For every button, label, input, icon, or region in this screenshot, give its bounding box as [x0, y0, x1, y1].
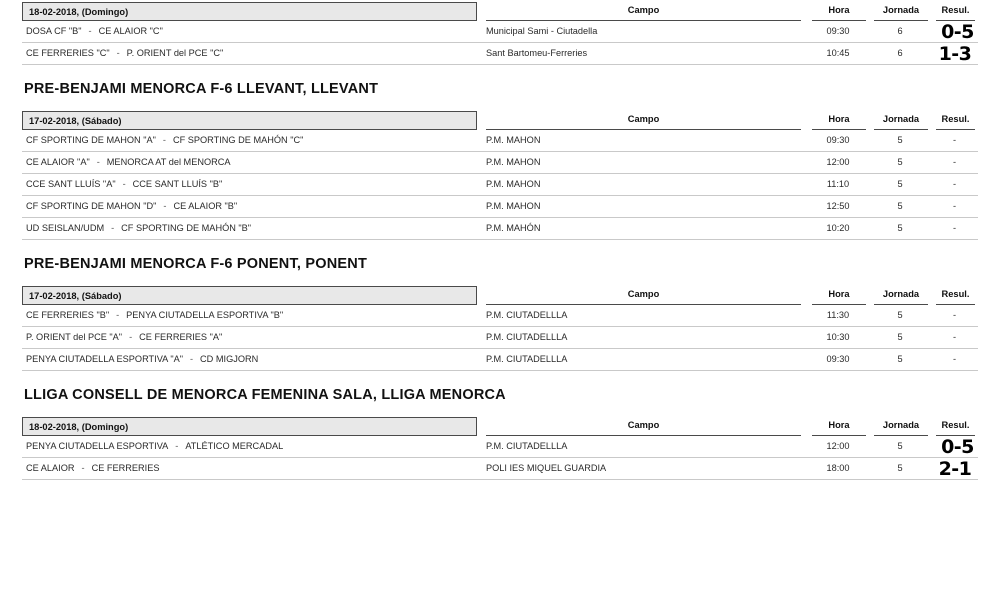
versus-separator: - [96, 156, 100, 167]
fixtures-table [22, 0, 978, 65]
versus-separator: - [189, 353, 194, 364]
away-team: CE FERRERIES "A" [139, 331, 223, 342]
home-team: CF SPORTING DE MAHON "D" [26, 200, 157, 211]
match-teams [22, 21, 477, 42]
table-row [22, 217, 978, 239]
column-header-field: Campo [486, 417, 801, 436]
home-team: CE ALAIOR [26, 462, 75, 473]
match-round: 5 [897, 440, 903, 451]
column-header-round: Jornada [874, 417, 928, 436]
column-header-field: Campo [486, 111, 801, 130]
away-team: CE ALAIOR "C" [98, 26, 163, 36]
match-round: 5 [897, 309, 903, 320]
column-header-result: Resul. [936, 286, 975, 305]
home-team: CE FERRERIES "B" [26, 309, 110, 320]
match-round: 5 [897, 200, 903, 211]
match-field: P.M. CIUTADELLLA [486, 309, 568, 320]
home-team: CF SPORTING DE MAHON "A" [26, 134, 156, 145]
table-header-row [22, 284, 978, 305]
competition-section [0, 240, 1000, 371]
match-result-empty: - [952, 222, 957, 233]
table-row [22, 305, 978, 327]
match-field: P.M. MAHON [486, 178, 541, 189]
away-team: PENYA CIUTADELLA ESPORTIVA "B" [126, 309, 284, 320]
column-header-round: Jornada [874, 2, 928, 21]
away-team: CF SPORTING DE MAHÓN "C" [172, 134, 304, 145]
match-round: 5 [897, 156, 903, 167]
match-date-header: 17-02-2018, (Sábado) [22, 111, 477, 130]
column-header-time: Hora [812, 111, 866, 130]
match-field: P.M. CIUTADELLLA [486, 440, 568, 451]
column-header-field: Campo [486, 2, 801, 21]
column-header-round: Jornada [874, 111, 928, 130]
competition-title: PRE-BENJAMI MENORCA F-6 LLEVANT, LLEVANT [24, 81, 379, 97]
home-team: P. ORIENT del PCE "A" [26, 331, 123, 342]
match-teams [22, 436, 477, 457]
match-round: 5 [897, 222, 903, 233]
match-round: 5 [897, 178, 903, 189]
match-teams [22, 43, 477, 64]
match-result-empty: - [952, 200, 957, 211]
match-teams [22, 196, 477, 217]
match-round: 5 [897, 331, 903, 342]
match-time: 11:10 [826, 178, 850, 189]
match-time: 10:30 [826, 331, 850, 342]
column-header-result: Resul. [936, 2, 975, 21]
match-field: P.M. MAHON [486, 156, 541, 167]
away-team: CD MIGJORN [200, 353, 259, 364]
away-team: MENORCA AT del MENORCA [106, 156, 231, 167]
match-field: Sant Bartomeu-Ferreries [486, 48, 588, 58]
versus-separator: - [116, 48, 120, 58]
column-header-time: Hora [812, 2, 866, 21]
match-field: P.M. MAHON [486, 200, 541, 211]
home-team: CCE SANT LLUÍS "A" [26, 178, 116, 189]
match-teams [22, 458, 477, 479]
match-result-empty: - [952, 309, 957, 320]
competition-section [0, 371, 1000, 480]
away-team: CF SPORTING DE MAHÓN "B" [121, 222, 252, 233]
match-result-empty: - [952, 134, 957, 145]
match-teams [22, 349, 477, 370]
match-round: 5 [897, 462, 903, 473]
table-row [22, 436, 978, 458]
column-header-time: Hora [812, 286, 866, 305]
match-teams [22, 130, 477, 151]
versus-separator: - [81, 462, 85, 473]
competition-section [0, 0, 1000, 65]
match-teams [22, 152, 477, 173]
table-row [22, 130, 978, 152]
column-header-field: Campo [486, 286, 801, 305]
match-time: 09:30 [826, 134, 850, 145]
column-header-time: Hora [812, 417, 866, 436]
table-header-row [22, 415, 978, 436]
versus-separator: - [163, 200, 167, 211]
versus-separator: - [129, 331, 133, 342]
competition-title: LLIGA CONSELL DE MENORCA FEMENINA SALA, LLIGA MENORCA [24, 386, 506, 403]
match-time: 11:30 [826, 309, 850, 320]
away-team: ATLÉTICO MERCADAL [185, 440, 284, 451]
match-time: 12:50 [826, 200, 850, 211]
competition-title: PRE-BENJAMI MENORCA F-6 PONENT, PONENT [24, 255, 368, 272]
match-result-score: 2-1 [938, 458, 972, 480]
away-team: CE ALAIOR "B" [173, 200, 238, 211]
match-time: 12:00 [826, 156, 850, 167]
away-team: P. ORIENT del PCE "C" [126, 48, 224, 58]
home-team: PENYA CIUTADELLA ESPORTIVA [26, 440, 169, 451]
match-result-score: 0-5 [941, 22, 974, 43]
match-time: 10:20 [826, 222, 850, 233]
match-teams [22, 174, 477, 195]
match-time: 09:30 [826, 26, 850, 36]
match-round: 6 [897, 26, 903, 36]
home-team: PENYA CIUTADELLA ESPORTIVA "A" [26, 353, 183, 364]
column-header-result: Resul. [936, 417, 975, 436]
match-result-empty: - [952, 156, 957, 167]
versus-separator: - [162, 134, 166, 145]
match-teams [22, 305, 477, 326]
match-field: Municipal Sami - Ciutadella [486, 26, 598, 36]
column-header-round: Jornada [874, 286, 928, 305]
match-field: P.M. MAHON [486, 134, 541, 145]
match-date-header: 18-02-2018, (Domingo) [22, 2, 477, 21]
home-team: CE ALAIOR "A" [26, 156, 90, 167]
match-field: P.M. CIUTADELLLA [486, 331, 568, 342]
table-header-row [22, 109, 978, 130]
match-result-empty: - [952, 331, 957, 342]
away-team: CCE SANT LLUÍS "B" [132, 178, 223, 189]
match-time: 10:45 [826, 48, 850, 58]
versus-separator: - [175, 440, 179, 451]
versus-separator: - [88, 26, 92, 36]
match-result-empty: - [952, 353, 957, 364]
table-header-row [22, 0, 978, 21]
match-field: P.M. CIUTADELLLA [486, 353, 568, 364]
match-time: 09:30 [826, 353, 850, 364]
match-round: 5 [897, 134, 903, 145]
home-team: UD SEISLAN/UDM [26, 222, 105, 233]
match-result-empty: - [952, 178, 957, 189]
match-teams [22, 327, 477, 348]
table-row [22, 21, 978, 43]
versus-separator: - [122, 178, 126, 189]
match-result-score: 0-5 [941, 436, 974, 458]
table-row [22, 326, 978, 348]
match-date-header: 18-02-2018, (Domingo) [22, 417, 477, 436]
versus-separator: - [111, 222, 115, 233]
match-date-header: 17-02-2018, (Sábado) [22, 286, 477, 305]
match-teams [22, 218, 477, 239]
away-team: CE FERRERIES [91, 462, 160, 473]
match-round: 6 [897, 48, 903, 58]
fixtures-table [22, 109, 978, 240]
match-field: POLI IES MIQUEL GUARDIA [486, 462, 607, 473]
home-team: CE FERRERIES "C" [26, 48, 110, 58]
match-time: 12:00 [826, 440, 850, 451]
column-header-result: Resul. [936, 111, 975, 130]
table-row [22, 173, 978, 195]
match-field: P.M. MAHÓN [486, 222, 541, 233]
home-team: DOSA CF "B" [26, 26, 82, 36]
match-time: 18:00 [826, 462, 850, 473]
fixtures-table [22, 415, 978, 480]
fixtures-table [22, 284, 978, 371]
competition-section [0, 65, 1000, 240]
table-row [22, 348, 978, 370]
match-round: 5 [897, 353, 903, 364]
table-row [22, 457, 978, 479]
table-row [22, 151, 978, 173]
table-row [22, 195, 978, 217]
versus-separator: - [116, 309, 120, 320]
table-row [22, 43, 978, 65]
match-result-score: 1-3 [938, 44, 972, 65]
